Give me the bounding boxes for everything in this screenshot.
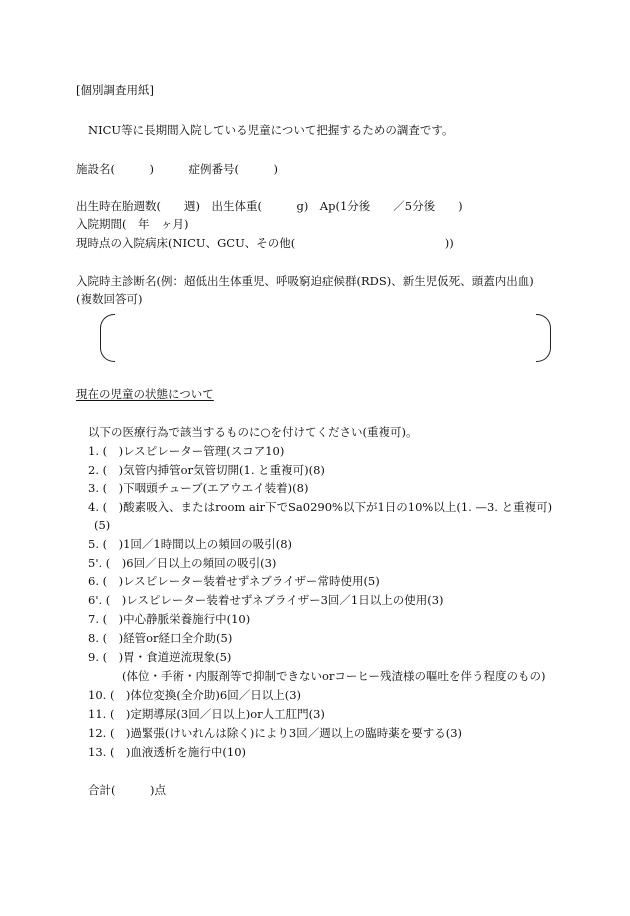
list-item: 2. ( )気管内挿管or気管切開(1. と重複可)(8): [88, 463, 325, 477]
list-item: 4. ( )酸素吸入、またはroom air下でSa0290%以下が1日の10%以上(1. —3. と重複可): [88, 500, 553, 514]
list-item: 11. ( )定期導尿(3回／日以上)or人工肛門(3): [88, 707, 325, 721]
list-item: 6'. ( )レスピレーター装着せずネブライザー3回／1日以上の使用(3): [88, 593, 444, 607]
list-item: 3. ( )下咽頭チューブ(エアウエイ装着)(8): [88, 481, 309, 495]
stay-line: 入院期間( 年 ヶ月): [76, 217, 189, 231]
list-item: 8. ( )経管or経口全介助(5): [88, 631, 233, 645]
list-item: 10. ( )体位変換(全介助)6回／日以上(3): [88, 688, 301, 702]
list-item: 5. ( )1回／1時間以上の頻回の吸引(8): [88, 537, 293, 551]
ward-line: 現時点の入院病床(NICU、GCU、その他( )): [76, 236, 454, 250]
list-item-continuation: (体位・手術・内服剤等で抑制できないorコーヒー残渣様の嘔吐を伴う程度のもの): [122, 669, 546, 683]
diagnosis-note: (複数回答可): [76, 292, 143, 306]
intro-text: NICU等に長期間入院している児童について把握するための調査です。: [88, 123, 454, 137]
list-item: 6. ( )レスピレーター装着せずネブライザー常時使用(5): [88, 574, 380, 588]
list-item: 9. ( )胃・食道逆流現象(5): [88, 650, 232, 664]
diagnosis-line: 入院時主診断名(例：超低出生体重児、呼吸窮迫症候群(RDS)、新生児仮死、頭蓋内出血): [76, 274, 534, 288]
diagnosis-box-left-bracket: [100, 314, 115, 362]
list-item: 5'. ( )6回／日以上の頻回の吸引(3): [88, 556, 277, 570]
facility-line: 施設名( ) 症例番号( ): [76, 162, 278, 176]
list-item: 13. ( )血液透析を施行中(10): [88, 745, 247, 759]
section-title: 現在の児童の状態について: [76, 387, 214, 401]
list-item: 1. ( )レスピレーター管理(スコア10): [88, 444, 285, 458]
birth-line: 出生時在胎週数( 週) 出生体重( g) Ap(1分後 ／5分後 ): [76, 199, 463, 213]
total-line: 合計( )点: [88, 783, 166, 797]
instruction-text: 以下の医療行為で該当するものに○を付けてください(重複可)。: [88, 425, 418, 439]
diagnosis-box-right-bracket: [536, 314, 551, 362]
list-item: 7. ( )中心静脈栄養施行中(10): [88, 612, 251, 626]
form-title: [個別調査用紙]: [76, 83, 154, 97]
list-item-continuation: (5): [94, 518, 111, 532]
list-item: 12. ( )過緊張(けいれんは除く)により3回／週以上の臨時薬を要する(3): [88, 726, 462, 740]
